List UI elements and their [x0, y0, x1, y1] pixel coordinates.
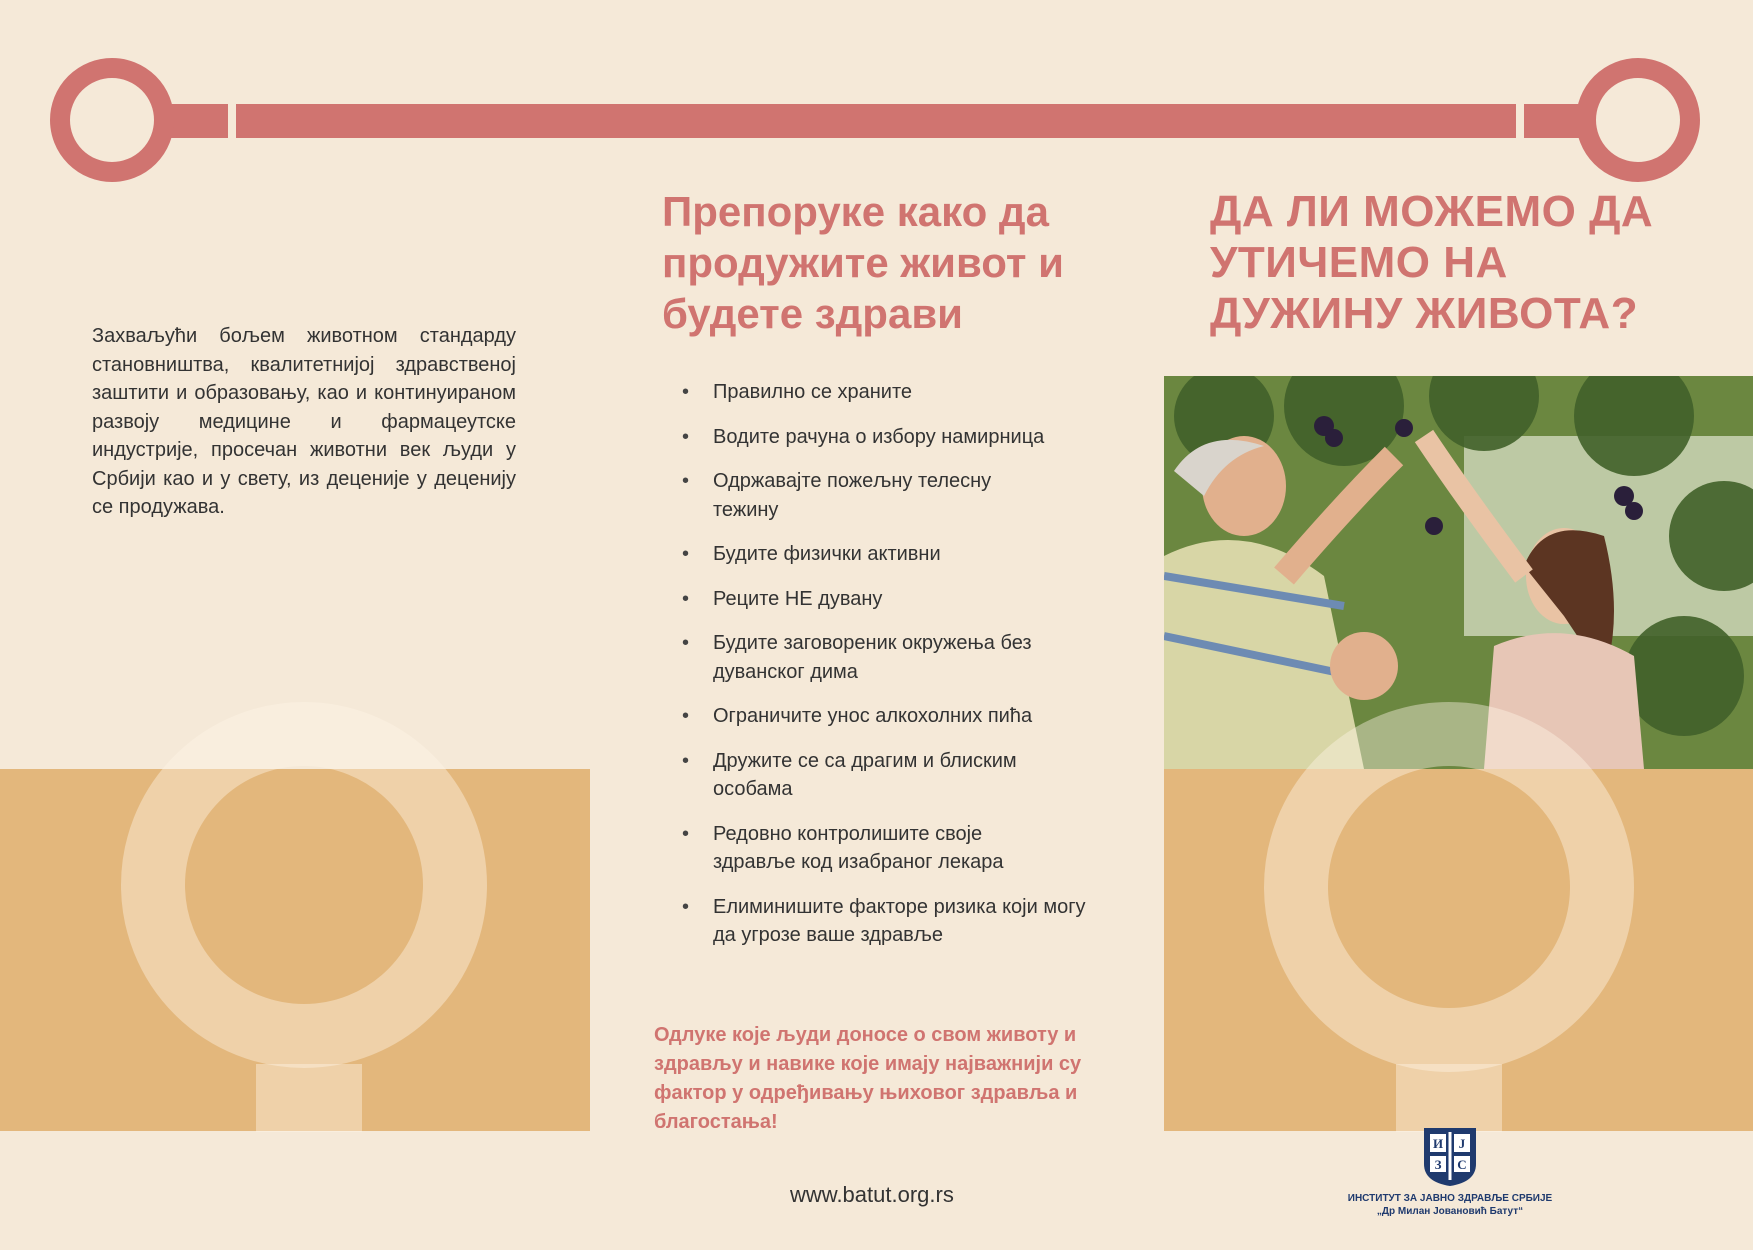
logo-letter: И	[1432, 1136, 1444, 1151]
recommendations-heading: Препоруке како да продужите живот и будете здрави	[662, 188, 1064, 337]
top-right-ring-icon	[1576, 58, 1700, 182]
top-decorative-bar	[236, 104, 1516, 138]
right-ring-stem	[1396, 1064, 1502, 1132]
list-item: • Редовно контролишите своје здравље код изабраног лекара	[680, 820, 1043, 877]
list-item: • Будите физички активни	[680, 540, 1120, 569]
institute-logo	[1422, 1126, 1478, 1188]
institute-name-line2: „Др Милан Јовановић Батут“	[1376, 1206, 1524, 1217]
website-link[interactable]: www.batut.org.rs	[790, 1182, 954, 1207]
logo-letter: З	[1434, 1157, 1442, 1172]
top-left-ring-icon	[50, 58, 174, 182]
right-heading: ДА ЛИ МОЖЕМО ДА УТИЧЕМО НА ДУЖИНУ ЖИВОТА?	[1210, 187, 1654, 338]
logo-letter: С	[1457, 1157, 1467, 1172]
list-item: • Реците НЕ дувану	[680, 585, 1120, 614]
list-item: • Водите рачуна о избору намирница	[680, 423, 1120, 452]
left-ring-stem	[256, 1064, 362, 1132]
shield-icon	[1422, 1126, 1478, 1188]
tips-list	[680, 378, 1120, 966]
list-item: • Правилно се храните	[680, 378, 1120, 407]
list-item: • Ограничите унос алкохолних пића	[680, 702, 1120, 731]
list-item: • Одржавајте пожељну телесну тежину	[680, 467, 1043, 524]
intro-paragraph: Захваљући бољем животном стандарду становништва, квалитетнијој здравственој заштити и образовању, као и континуираном развоју медицине и фармацеутске индустрије, просечан животни век људи у Србији као и у свету, из деценије у деценију се продужава.	[92, 325, 516, 518]
right-ring-icon	[1264, 702, 1634, 1072]
institute-name	[1330, 1192, 1570, 1218]
list-item: • Дружите се са драгим и блиским особама	[680, 747, 1083, 804]
list-item: • Будите заговореник окружења без дуванског дима	[680, 629, 1093, 686]
list-item: • Елиминишите факторе ризика који могу да угрозе ваше здравље	[680, 893, 1093, 950]
left-ring-icon	[121, 702, 487, 1068]
institute-name-line1: ИНСТИТУТ ЗА ЈАВНО ЗДРАВЉЕ СРБИЈЕ	[1347, 1193, 1553, 1204]
logo-letter: Ј	[1458, 1136, 1466, 1151]
closing-statement: Одлуке које људи доносе о свом животу и здрављу и навике које имају најважнији су фактор у одређивању њиховог здравља и благостања!	[654, 1024, 1082, 1133]
